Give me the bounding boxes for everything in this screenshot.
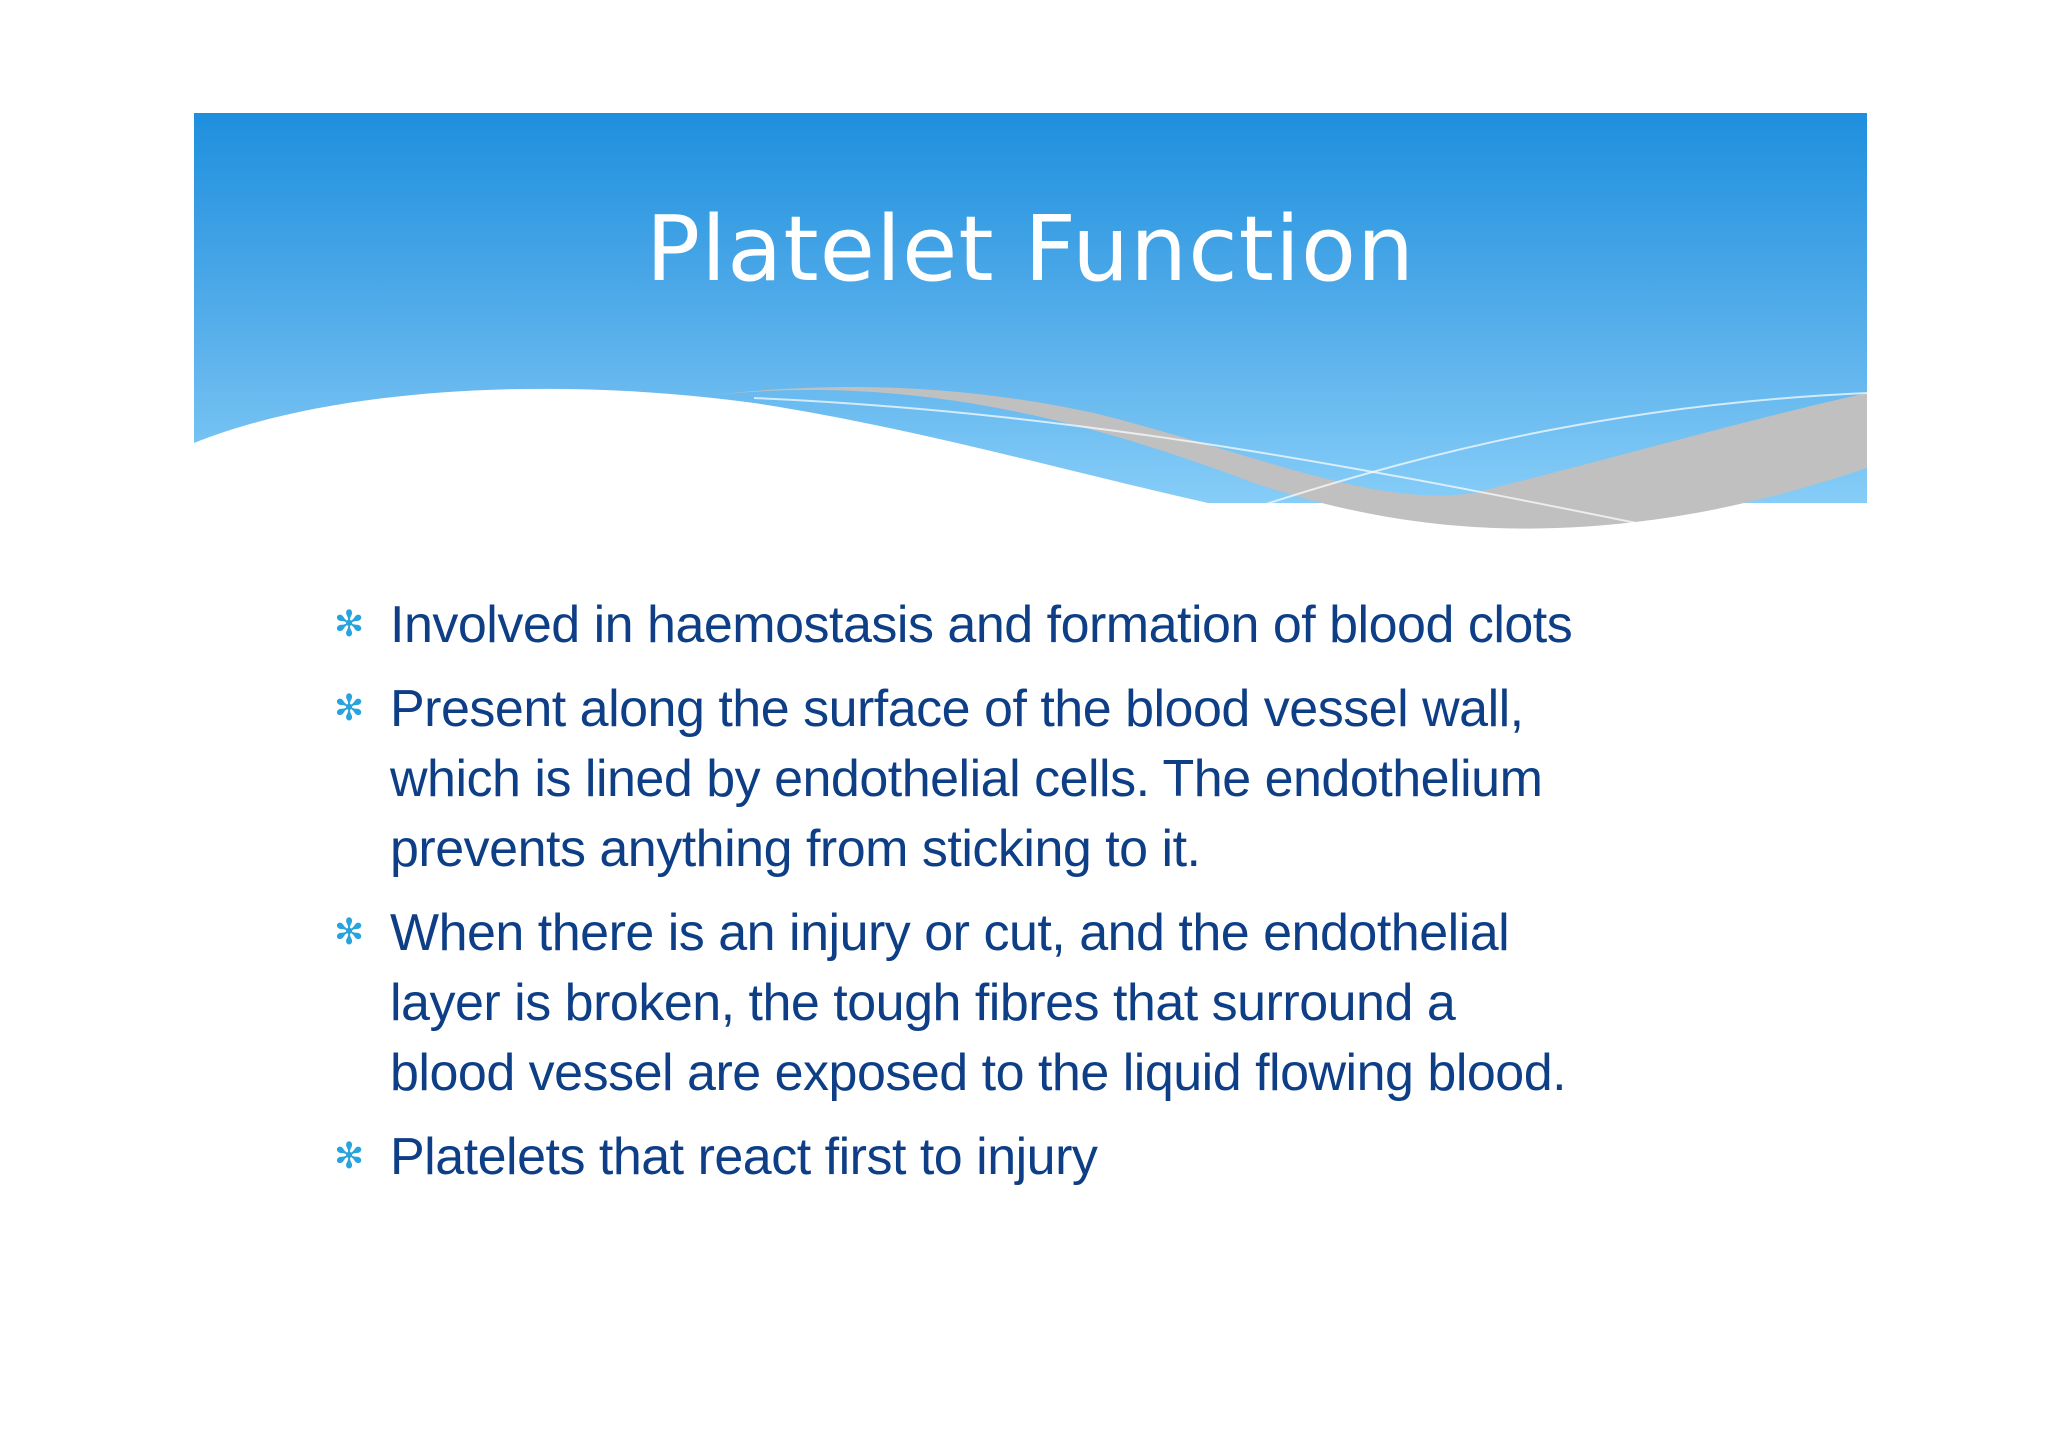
- bullet-line: layer is broken, the tough fibres that surround a: [390, 974, 1456, 1032]
- bullet-line: Platelets that react first to injury: [390, 1128, 1098, 1186]
- slide-title: Platelet Function: [645, 197, 1416, 302]
- bullet-line: which is lined by endothelial cells. The endothelium: [390, 750, 1543, 808]
- bullet-item: [330, 590, 1750, 660]
- bullet-item: [330, 1122, 1750, 1192]
- bullet-line: blood vessel are exposed to the liquid flowing blood.: [390, 1044, 1567, 1102]
- bullet-line: When there is an injury or cut, and the endothelial: [390, 904, 1510, 962]
- asterisk-icon: ✻: [334, 1136, 364, 1177]
- bullet-line: prevents anything from sticking to it.: [390, 820, 1201, 878]
- asterisk-icon: ✻: [334, 688, 364, 729]
- bullet-line: Present along the surface of the blood vessel wall,: [390, 680, 1524, 738]
- bullet-list: [330, 590, 1750, 1206]
- bullet-item: [330, 898, 1750, 1108]
- bullet-line: Involved in haemostasis and formation of blood clots: [390, 596, 1573, 654]
- asterisk-icon: ✻: [334, 604, 364, 645]
- header-banner: [194, 113, 1867, 558]
- header-wave-graphic: [194, 113, 1867, 558]
- bullet-item: [330, 674, 1750, 884]
- asterisk-icon: ✻: [334, 912, 364, 953]
